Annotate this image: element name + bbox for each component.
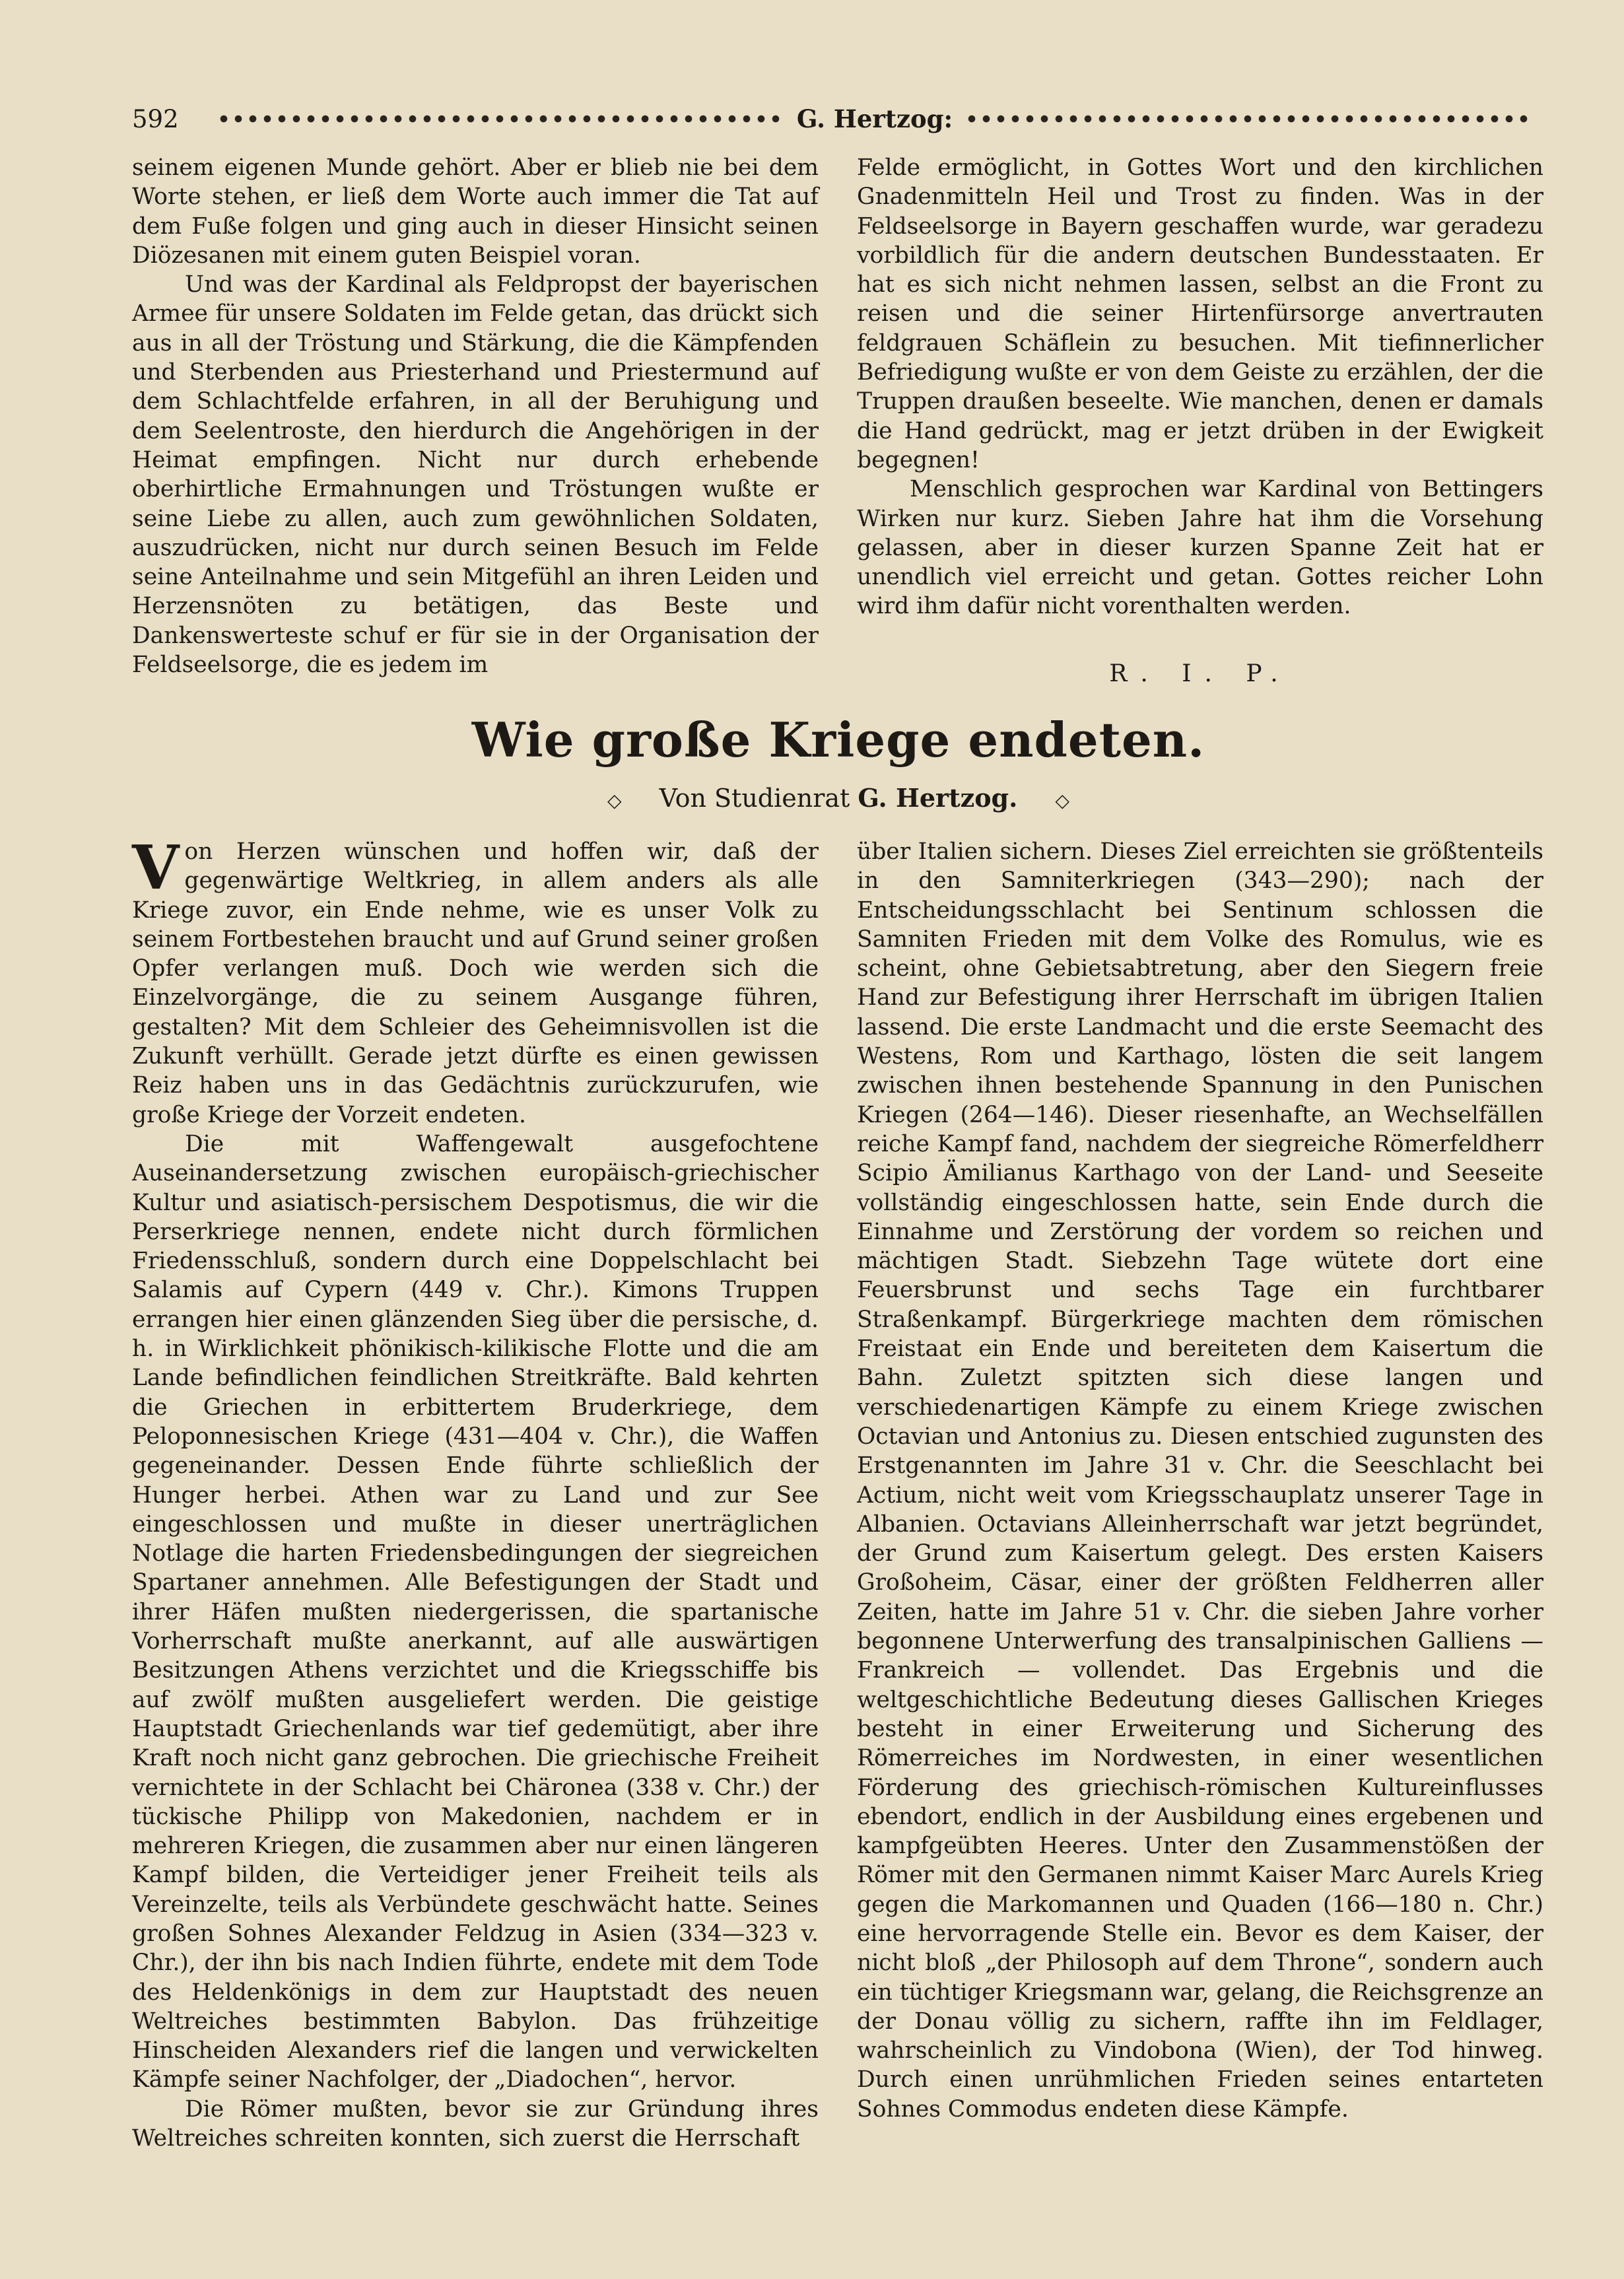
paragraph: Und was der Kardinal als Feldpropst der bayerischen Armee für unsere Soldaten im Felde getan, das drückt sich aus in all der Tröstung und Stärkung, die die Kämpfenden und Sterbenden aus Priesterhand und Priestermund auf dem Schlachtfelde erfahren, in all der Beruhigung und dem Seelentroste, den hierdurch die Angehörigen in der Heimat empfingen. Nicht nur durch erhebende oberhirtliche Ermahnungen und Tröstungen wußte er seine Liebe zu allen, auch zum gewöhnlichen Soldaten, auszudrücken, nicht nur durch seinen Besuch im Felde seine Anteilnahme und sein Mitgefühl an ihren Leiden und Herzensnöten zu betätigen, das Beste und Dankenswerteste schuf er für sie in der Organisation der Feldseelsorge, die es jedem im [132, 271, 819, 679]
running-head: G. Hertzog: [796, 104, 953, 133]
paragraph-lead [132, 832, 819, 1130]
paragraph: Felde ermöglicht, in Gottes Wort und den kirchlichen Gnadenmitteln Heil und Trost zu finden. Was in der Feldseelsorge in Bayern geschaffen wurde, war geradezu vorbildlich für die andern deutschen Bundesstaaten. Er hat es sich nicht nehmen lassen, selbst an die Front zu reisen und die seiner Hirtenfürsorge anvertrauten feldgrauen Schäflein zu besuchen. Mit tiefinnerlicher Befriedigung wußte er von dem Geiste zu erzählen, der die Truppen draußen beseelte. Wie manchen, denen er damals die Hand gedrückt, mag er jetzt drüben in der Ewigkeit begegnen! [857, 154, 1543, 473]
byline [132, 783, 1545, 813]
ornament-dots-right [964, 111, 1533, 127]
page-number: 592 [132, 104, 179, 133]
drop-cap: V [132, 832, 180, 903]
paragraph: Die mit Waffengewalt ausgefochtene Auseinandersetzung zwischen europäisch-griechischer Kultur und asiatisch-persischem Despotismus, die wir die Perserkriege nennen, endete nicht durch förmlichen Friedensschluß, sondern durch eine Doppelschlacht bei Salamis auf Cypern (449 v. Chr.). Kimons Truppen errangen hier einen glänzenden Sieg über die persische, d. h. in Wirklichkeit phönikisch-kilikische Flotte und die am Lande befindlichen feindlichen Streitkräfte. Bald kehrten die Griechen in erbittertem Bruderkriege, dem Peloponnesischen Kriege (431—404 v. Chr.), die Waffen gegeneinander. Dessen Ende führte schließlich der Hunger herbei. Athen war zu Land und zur See eingeschlossen und mußte in dieser unerträglichen Notlage die harten Friedensbedingungen der siegreichen Spartaner annehmen. Alle Befestigungen der Stadt und ihrer Häfen mußten niedergerissen, die spartanische Vorherrschaft mußte anerkannt, auf alle auswärtigen Besitzungen Athens verzichtet und die Kriegsschiffe bis auf zwölf mußten ausgeliefert werden. Die geistige Hauptstadt Griechenlands war tief gedemütigt, aber ihre Kraft noch nicht ganz gebrochen. Die griechische Freiheit vernichtete in der Schlacht bei Chäronea (338 v. Chr.) der tückische Philipp von Makedonien, nachdem er in mehreren Kriegen, die zusammen aber nur einen längeren Kampf bilden, die Verteidiger jener Freiheit teils als Vereinzelte, teils als Verbündete geschwächt hatte. Seines großen Sohnes Alexander Feldzug in Asien (334—323 v. Chr.), der ihn bis nach Indien führte, endete mit dem Tode des Heldenkönigs in dem zur Hauptstadt des neuen Weltreiches bestimmten Babylon. Das frühzeitige Hinscheiden Alexanders rief die langen und verwickelten Kämpfe seiner Nachfolger, der „Diadochen“, hervor. [132, 1130, 819, 2093]
byline-prefix: Von Studienrat [659, 784, 850, 813]
page-header [132, 96, 1545, 142]
paragraph: Die Römer mußten, bevor sie zur Gründung ihres Weltreiches schreiten konnten, sich zuerst die Herrschaft [132, 2095, 819, 2152]
column-bottom-left [132, 832, 819, 2153]
paragraph: seinem eigenen Munde gehört. Aber er blieb nie bei dem Worte stehen, er ließ dem Worte auch immer die Tat auf dem Fuße folgen und ging auch in dieser Hinsicht seinen Diözesanen mit einem guten Beispiel voran. [132, 154, 819, 269]
paragraph: über Italien sichern. Dieses Ziel erreichten sie größtenteils in den Samniterkriegen (343—290); nach der Entscheidungsschlacht bei Sentinum schlossen die Samniten Frieden mit dem Volke des Romulus, wie es scheint, ohne Gebietsabtretung, aber den Siegern freie Hand zur Befestigung ihrer Herrschaft im übrigen Italien lassend. Die erste Landmacht und die erste Seemacht des Westens, Rom und Karthago, lösten die seit langem zwischen ihnen bestehende Spannung in den Punischen Kriegen (264—146). Dieser riesenhafte, an Wechselfällen reiche Kampf fand, nachdem der siegreiche Römerfeldherr Scipio Ämilianus Karthago von der Land- und Seeseite vollständig eingeschlossen hatte, sein Ende durch die Einnahme und Zerstörung der vordem so reichen und mächtigen Stadt. Siebzehn Tage wütete dort eine Feuersbrunst und sechs Tage ein furchtbarer Straßenkampf. Bürgerkriege machten dem römischen Freistaat ein Ende und bereiteten dem Kaisertum die Bahn. Zuletzt spitzten sich diese langen und verschiedenartigen Kämpfe zu einem Kriege zwischen Octavian und Antonius zu. Diesen entschied zugunsten des Erstgenannten im Jahre 31 v. Chr. die Seeschlacht bei Actium, nicht weit vom Kriegsschauplatz unserer Tage in Albanien. Octavians Alleinherrschaft war jetzt begründet, der Grund zum Kaisertum gelegt. Des ersten Kaisers Großoheim, Cäsar, einer der größten Feldherren aller Zeiten, hatte im Jahre 51 v. Chr. die sieben Jahre vorher begonnene Unterwerfung des transalpinischen Galliens — Frankreich — vollendet. Das Ergebnis und die weltgeschichtliche Bedeutung dieses Gallischen Krieges besteht in einer Erweiterung und Sicherung des Römerreiches im Nordwesten, in einer wesentlichen Förderung des griechisch-römischen Kultureinflusses ebendort, endlich in der Ausbildung eines ergebenen und kampfgeübten Heeres. Unter den Zusammenstößen der Römer mit den Germanen nimmt Kaiser Marc Aurels Krieg gegen die Markomannen und Quaden (166—180 n. Chr.) eine hervorragende Stelle ein. Bevor es dem Kaiser, der nicht bloß „der Philosoph auf dem Throne“, sondern auch ein tüchtiger Kriegsmann war, gelang, die Reichsgrenze an der Donau völlig zu sichern, raffte ihn im Feldlager, wahrscheinlich zu Vindobona (Wien), der Tod hinweg. Durch einen unrühmlichen Frieden seines entarteten Sohnes Commodus endeten diese Kämpfe. [857, 838, 1543, 2123]
diamond-ornament-right: ◇ [1055, 790, 1069, 811]
rip-mark: R. I. P. [1109, 660, 1291, 687]
paragraph: Menschlich gesprochen war Kardinal von Bettingers Wirken nur kurz. Sieben Jahre hat ihm die Vorsehung gelassen, aber in dieser kurzen Spanne Zeit hat er unendlich viel erreicht und getan. Gottes reicher Lohn wird ihm dafür nicht vorenthalten werden. [857, 476, 1543, 620]
diamond-ornament-left: ◇ [607, 790, 622, 811]
column-top-right [857, 153, 1543, 621]
article-title: Wie große Kriege endeten. [471, 712, 1205, 768]
lead-text: on Herzen wünschen und hoffen wir, daß der gegenwärtige Weltkrieg, in allem anders als alle Kriege zuvor, ein Ende nehme, wie es unser Volk zu seinem Fortbestehen braucht und auf Grund seiner großen Opfer verlangen muß. Doch wie werden sich die Einzelvorgänge, die zu seinem Ausgange führen, gestalten? Mit dem Schleier des Geheimnisvollen ist die Zukunft verhüllt. Gerade jetzt dürfte es einen gewissen Reiz haben uns in das Gedächtnis zurückzurufen, wie große Kriege der Vorzeit endeten. [132, 838, 819, 1128]
column-bottom-right [857, 837, 1543, 2124]
ornament-dots-left [217, 111, 785, 127]
byline-author: G. Hertzog. [858, 783, 1018, 813]
column-top-left [132, 153, 819, 679]
